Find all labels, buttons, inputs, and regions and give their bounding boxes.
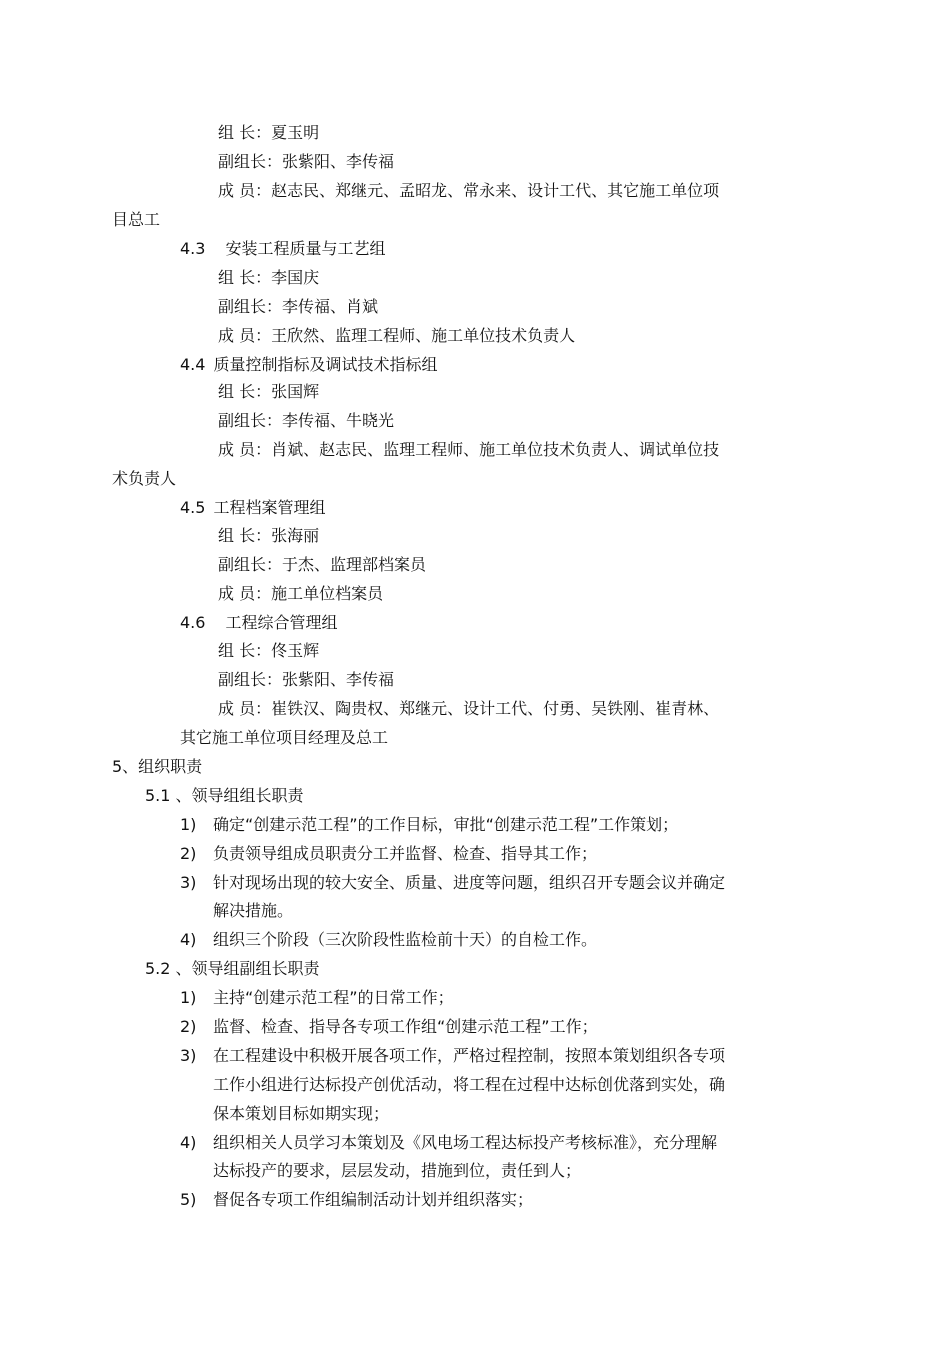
list-item-number: 4) (180, 930, 197, 949)
org-4-6-deputy: 副组长：张紫阳、李传福 (218, 670, 395, 689)
org-4-6-members: 成 员：崔铁汉、陶贵权、郑继元、设计工代、付勇、吴铁刚、崔青林、 (218, 699, 720, 718)
list-item-text: 针对现场出现的较大安全、质量、进度等问题，组织召开专题会议并确定 (213, 873, 726, 892)
list-item-number: 2) (180, 844, 197, 863)
section-5-2-heading: 5.2 、领导组副组长职责 (145, 959, 320, 978)
org-4-3-deputy: 副组长：李传福、肖斌 (218, 297, 379, 316)
list-item-text-cont: 达标投产的要求，层层发动，措施到位，责任到人； (213, 1161, 582, 1180)
list-item-number: 2) (180, 1017, 197, 1036)
org-4-5-title: 4.5 工程档案管理组 (180, 498, 326, 517)
list-item-number: 4) (180, 1133, 197, 1152)
org-4-2-leader: 组 长：夏玉明 (218, 123, 320, 142)
list-item-number: 1) (180, 815, 197, 834)
list-item-text-cont: 工作小组进行达标投产创优活动，将工程在过程中达标创优落到实处，确 (213, 1075, 726, 1094)
org-4-2-members-cont: 目总工 (112, 210, 161, 229)
list-item-text: 督促各专项工作组编制活动计划并组织落实； (213, 1190, 534, 1209)
org-4-5-members: 成 员：施工单位档案员 (218, 584, 384, 603)
org-4-4-members: 成 员：肖斌、赵志民、监理工程师、施工单位技术负责人、调试单位技 (218, 440, 720, 459)
org-4-2-deputy: 副组长：张紫阳、李传福 (218, 152, 395, 171)
list-item-text: 组织三个阶段（三次阶段性监检前十天）的自检工作。 (213, 930, 598, 949)
list-item-number: 5) (180, 1190, 197, 1209)
org-4-3-members: 成 员：王欣然、监理工程师、施工单位技术负责人 (218, 326, 576, 345)
org-4-5-leader: 组 长：张海丽 (218, 526, 320, 545)
org-4-4-title: 4.4 质量控制指标及调试技术指标组 (180, 355, 438, 374)
org-4-4-leader: 组 长：张国辉 (218, 382, 320, 401)
list-item-text: 组织相关人员学习本策划及《风电场工程达标投产考核标准》，充分理解 (213, 1133, 718, 1152)
list-item-text-cont: 解决措施。 (213, 901, 294, 920)
list-item-text: 在工程建设中积极开展各项工作，严格过程控制，按照本策划组织各专项 (213, 1046, 726, 1065)
list-item-number: 3) (180, 873, 197, 892)
list-item-text: 监督、检查、指导各专项工作组“创建示范工程”工作； (213, 1017, 598, 1036)
org-4-5-deputy: 副组长：于杰、监理部档案员 (218, 555, 427, 574)
org-4-4-deputy: 副组长：李传福、牛晓光 (218, 411, 395, 430)
section-5-1-heading: 5.1 、领导组组长职责 (145, 786, 304, 805)
list-item-text-cont: 保本策划目标如期实现； (213, 1104, 390, 1123)
org-4-3-title: 4.3 安装工程质量与工艺组 (180, 239, 386, 258)
list-item-text: 确定“创建示范工程”的工作目标，审批“创建示范工程”工作策划； (213, 815, 679, 834)
section-5-heading: 5、组织职责 (112, 757, 203, 776)
org-4-6-title: 4.6 工程综合管理组 (180, 613, 338, 632)
org-4-2-members: 成 员：赵志民、郑继元、孟昭龙、常永来、设计工代、其它施工单位项 (218, 181, 720, 200)
list-item-text: 负责领导组成员职责分工并监督、检查、指导其工作； (213, 844, 598, 863)
org-4-3-leader: 组 长：李国庆 (218, 268, 320, 287)
org-4-6-leader: 组 长：佟玉辉 (218, 641, 320, 660)
org-4-6-members-cont: 其它施工单位项目经理及总工 (180, 728, 389, 747)
org-4-4-members-cont: 术负责人 (112, 469, 177, 488)
list-item-text: 主持“创建示范工程”的日常工作； (213, 988, 454, 1007)
list-item-number: 1) (180, 988, 197, 1007)
list-item-number: 3) (180, 1046, 197, 1065)
